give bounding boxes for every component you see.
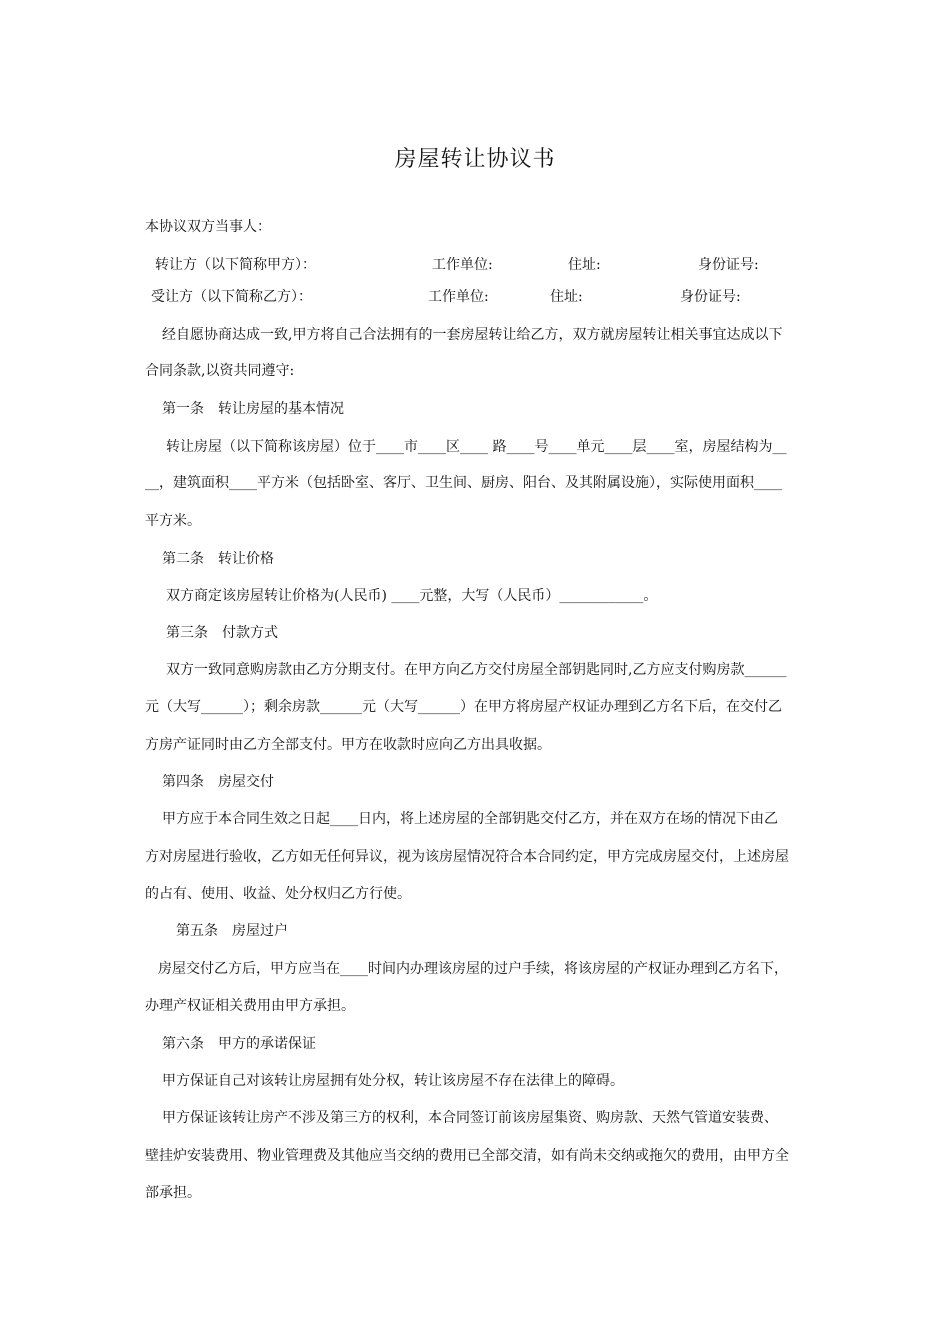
article-5-line-1: 房屋交付乙方后，甲方应当在____时间内办理该房屋的过户手续，将该房屋的产权证办理到乙方名下， xyxy=(158,961,788,977)
article-3-line-1: 双方一致同意购房款由乙方分期支付。在甲方向乙方交付房屋全部钥匙同时,乙方应支付购房款______ xyxy=(166,662,787,678)
article-2-heading: 第二条 转让价格 xyxy=(162,551,274,567)
article-6-line-1: 甲方保证自己对该转让房屋拥有处分权，转让该房屋不存在法律上的障碍。 xyxy=(162,1073,624,1089)
article-4-line-2: 方对房屋进行验收，乙方如无任何异议，视为该房屋情况符合本合同约定，甲方完成房屋交付，上述房屋 xyxy=(145,849,789,865)
article-1-line-2: __，建筑面积____平方米（包括卧室、客厅、卫生间、厨房、阳台、及其附属设施），实际使用面积____ xyxy=(145,475,782,491)
article-1-line-1: 转让房屋（以下简称该房屋）位于____市____区____ 路____号____单元____层____室，房屋结构为__ xyxy=(166,439,787,455)
article-6-line-3: 壁挂炉安装费用、物业管理费及其他应当交纳的费用已全部交清，如有尚未交纳或拖欠的费用，由甲方全 xyxy=(145,1148,789,1164)
preamble-line-1: 经自愿协商达成一致,甲方将自己合法拥有的一套房屋转让给乙方，双方就房屋转让相关事宜达成以下 xyxy=(162,327,783,343)
article-5-line-2: 办理产权证相关费用由甲方承担。 xyxy=(145,998,355,1014)
article-3-line-2: 元（大写______）；剩余房款______元（大写______）在甲方将房屋产权证办理到乙方名下后，在交付乙 xyxy=(145,699,782,715)
article-6-line-4: 部承担。 xyxy=(145,1185,201,1201)
article-1-heading: 第一条 转让房屋的基本情况 xyxy=(162,401,344,417)
party-a-address-label: 住址: xyxy=(568,257,601,273)
parties-intro: 本协议双方当事人： xyxy=(145,219,271,235)
article-6-line-2: 甲方保证该转让房产不涉及第三方的权利，本合同签订前该房屋集资、购房款、天然气管道安装费、 xyxy=(162,1110,778,1126)
article-4-line-3: 的占有、使用、收益、处分权归乙方行使。 xyxy=(145,886,411,902)
party-a-label: 转让方（以下简称甲方）： xyxy=(155,257,316,273)
article-5-heading: 第五条 房屋过户 xyxy=(176,923,288,939)
party-a-id-label: 身份证号: xyxy=(698,257,759,273)
article-4-heading: 第四条 房屋交付 xyxy=(162,774,274,790)
party-b-work-label: 工作单位: xyxy=(428,289,489,305)
article-2-line-1: 双方商定该房屋转让价格为(人民币) ____元整，大写（人民币）____________。 xyxy=(166,588,658,604)
article-3-heading: 第三条 付款方式 xyxy=(166,625,278,641)
document-title: 房屋转让协议书 xyxy=(394,147,556,172)
article-6-heading: 第六条 甲方的承诺保证 xyxy=(162,1036,316,1052)
article-1-line-3: 平方米。 xyxy=(145,513,201,529)
preamble-line-2: 合同条款,以资共同遵守: xyxy=(145,363,295,379)
party-a-work-label: 工作单位: xyxy=(432,257,493,273)
article-4-line-1: 甲方应于本合同生效之日起____日内，将上述房屋的全部钥匙交付乙方，并在双方在场的情况下由乙 xyxy=(162,811,778,827)
party-b-id-label: 身份证号: xyxy=(680,289,741,305)
article-3-line-3: 方房产证同时由乙方全部支付。甲方在收款时应向乙方出具收据。 xyxy=(145,737,551,753)
party-b-label: 受让方（以下简称乙方）： xyxy=(151,289,312,305)
party-b-address-label: 住址: xyxy=(550,289,583,305)
